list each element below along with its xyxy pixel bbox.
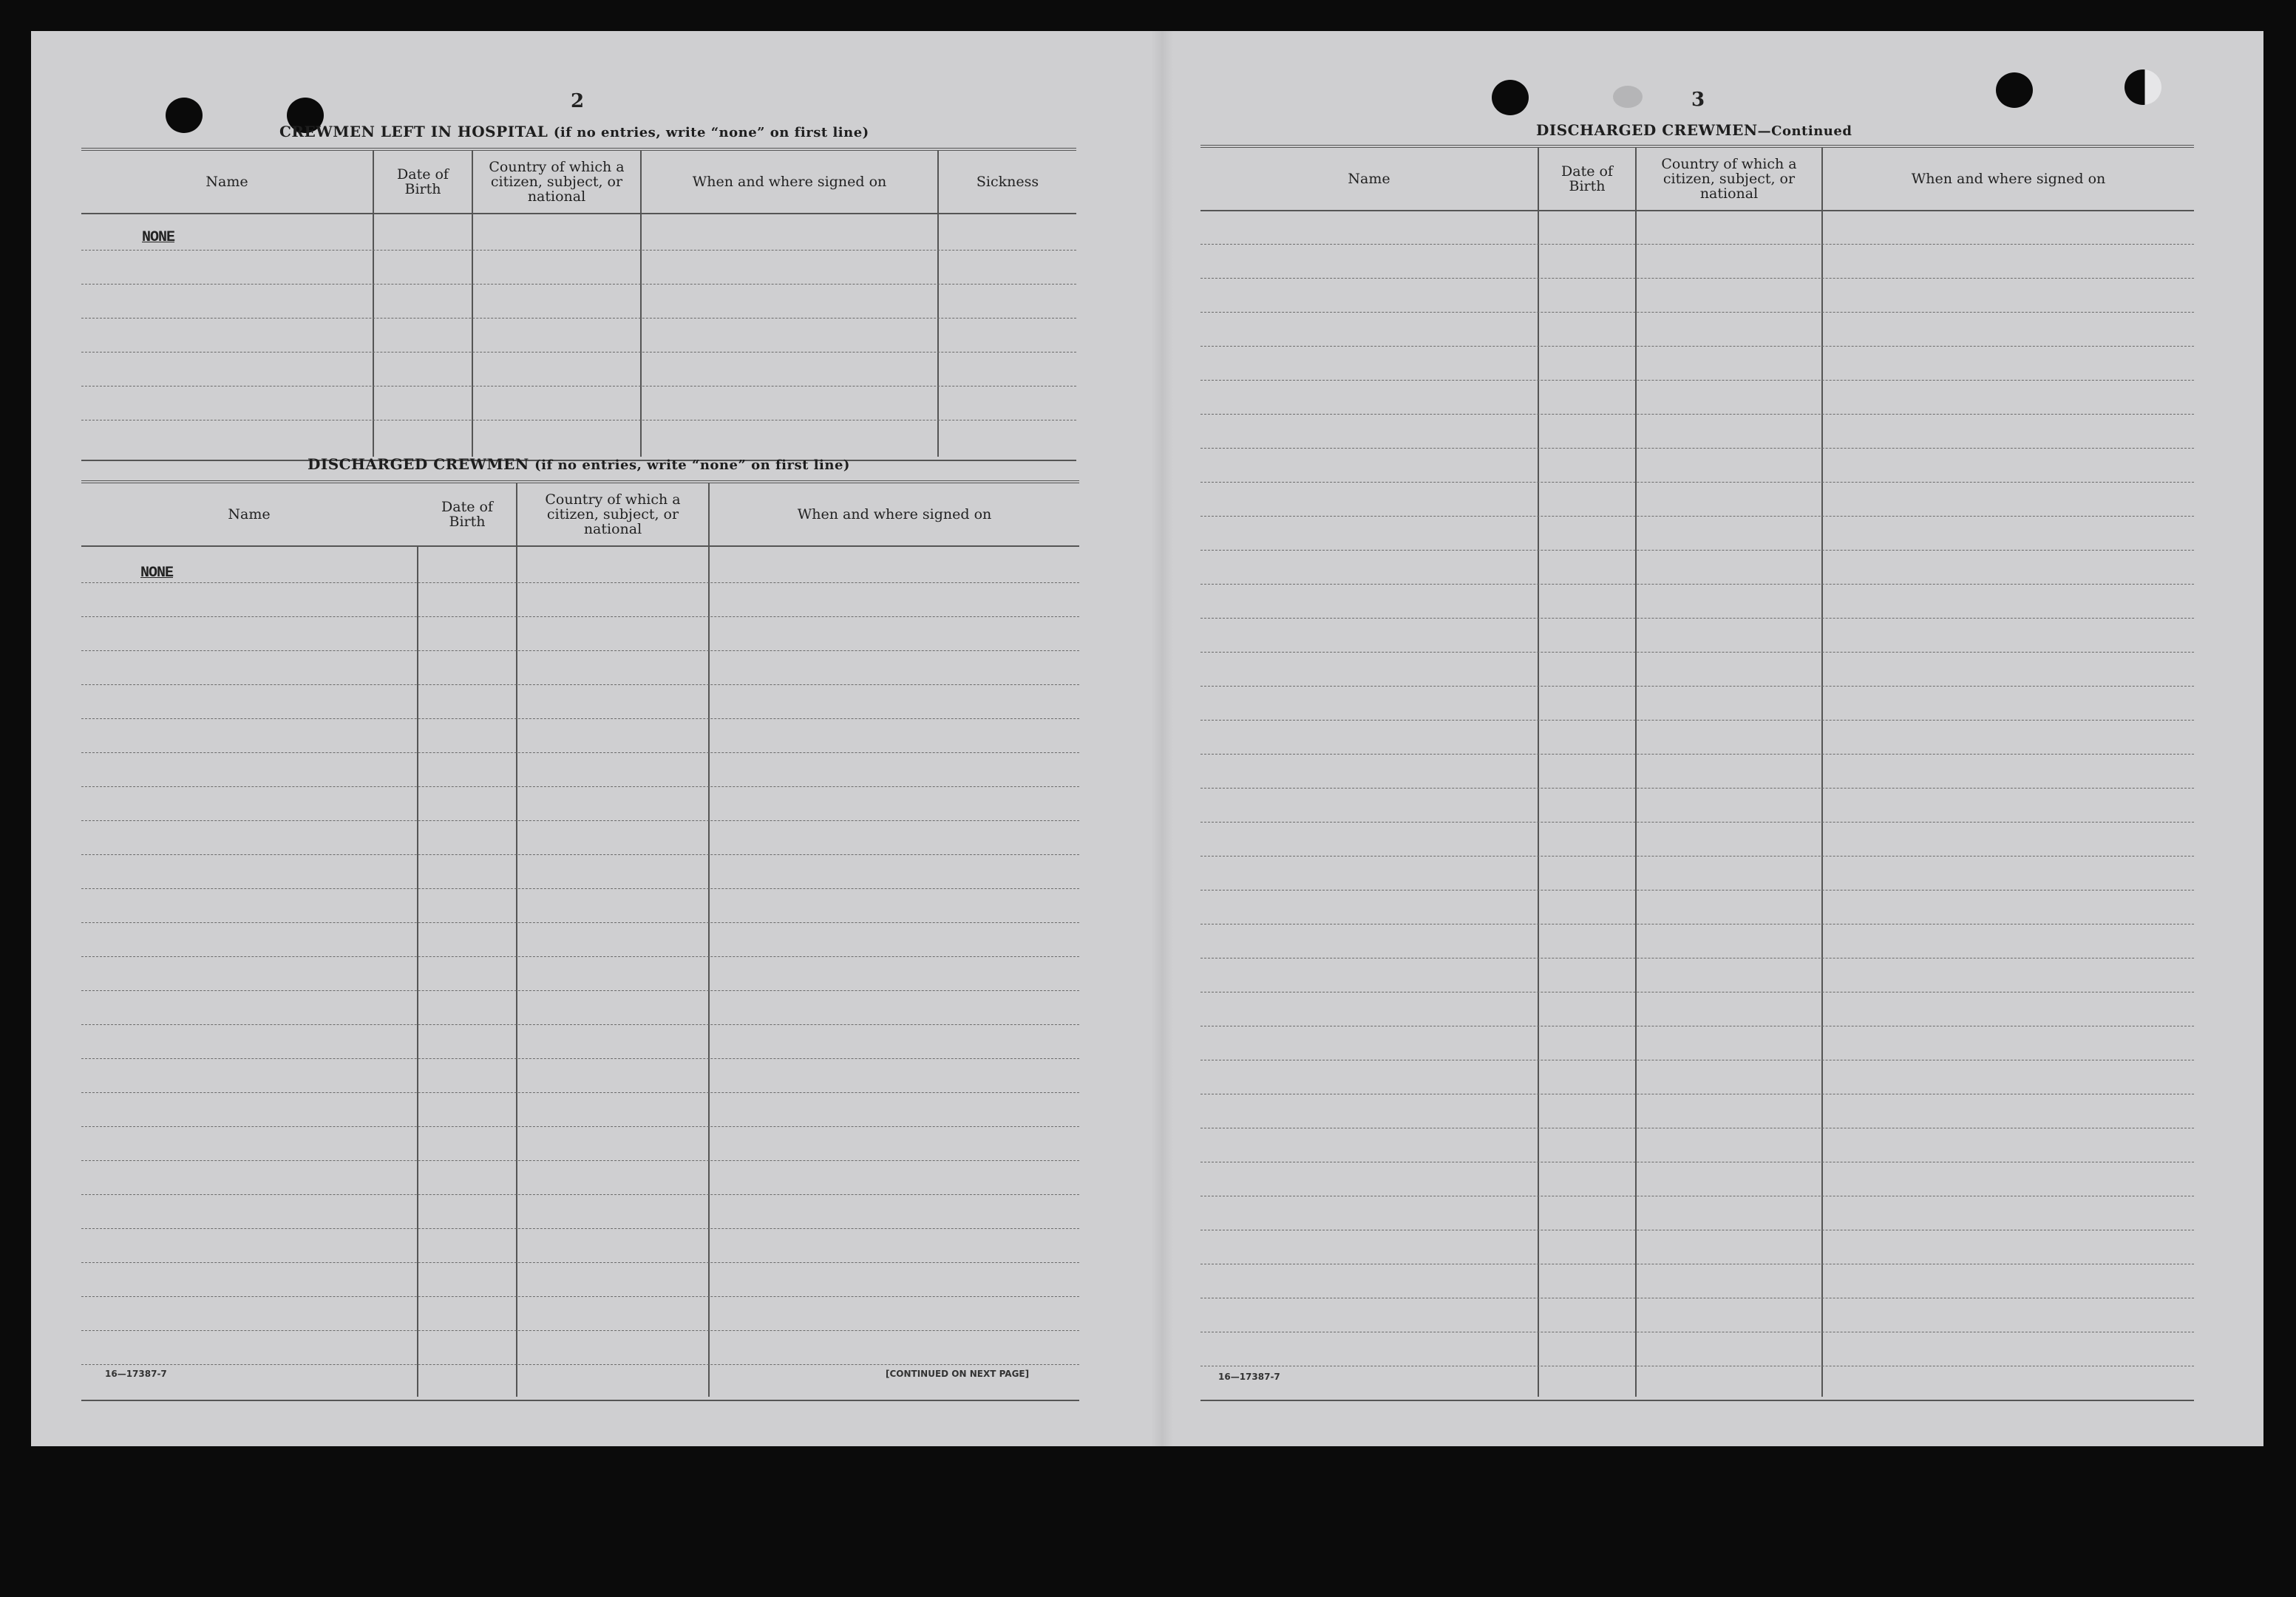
column-divider	[373, 151, 374, 457]
column-header: Date of Birth	[441, 499, 493, 530]
table-row	[1200, 312, 2194, 313]
table-row	[81, 990, 1079, 991]
table-row	[81, 250, 1076, 251]
table-row	[1200, 380, 2194, 381]
table-header	[81, 483, 1079, 547]
discharged-first-entry: NONE	[140, 565, 174, 582]
column-header: When and where signed on	[1911, 171, 2106, 187]
column-header: When and where signed on	[797, 506, 992, 522]
table-row	[1200, 822, 2194, 823]
table-row	[1200, 890, 2194, 891]
column-header: Country of which a citizen, subject, or national	[545, 491, 681, 537]
table-row	[1200, 720, 2194, 721]
column-header: Country of which a citizen, subject, or national	[1661, 156, 1797, 202]
column-divider	[516, 483, 517, 1397]
table-row	[81, 616, 1079, 617]
table-row	[81, 684, 1079, 685]
table-row	[81, 1262, 1079, 1263]
hospital-section-heading: CREWMEN LEFT IN HOSPITAL	[279, 123, 548, 140]
column-divider	[1538, 148, 1539, 1397]
discharged-continued-title	[1536, 121, 1852, 139]
table-row	[81, 386, 1076, 387]
column-header: Date of Birth	[1561, 163, 1613, 194]
table-row	[81, 1194, 1079, 1195]
document-sheet	[31, 31, 2263, 1446]
table-row	[1200, 754, 2194, 755]
table-row	[81, 1160, 1079, 1161]
table-row	[81, 956, 1079, 957]
table-row	[1200, 550, 2194, 551]
table-row	[1200, 414, 2194, 415]
table-row	[81, 1092, 1079, 1093]
table-row	[81, 352, 1076, 353]
table-row	[81, 1330, 1079, 1331]
table-row	[1200, 686, 2194, 687]
discharged-section-title	[308, 455, 850, 473]
form-number: 16—17387-7	[105, 1369, 167, 1379]
table-row	[1200, 448, 2194, 449]
table-header	[81, 151, 1076, 214]
table-row	[1200, 924, 2194, 925]
discharged-continued-heading: DISCHARGED CREWMEN	[1536, 121, 1758, 139]
table-row	[1200, 516, 2194, 517]
table-row	[81, 318, 1076, 319]
table-row	[81, 820, 1079, 821]
table-row	[1200, 584, 2194, 585]
table-row	[81, 888, 1079, 889]
page-number: 3	[1691, 89, 1705, 111]
table-row	[81, 582, 1079, 583]
table-row	[1200, 346, 2194, 347]
table-row	[81, 718, 1079, 719]
discharged-table	[81, 480, 1079, 1401]
discharged-section-note: (if no entries, write “none” on first line)	[534, 457, 850, 473]
column-header: Sickness	[976, 174, 1039, 190]
table-row	[1200, 244, 2194, 245]
column-divider	[640, 151, 642, 457]
table-row	[1200, 856, 2194, 857]
hospital-section-title	[279, 123, 869, 140]
table-row	[81, 1058, 1079, 1059]
page-number: 2	[571, 90, 585, 112]
left-page	[31, 31, 1162, 1446]
continued-suffix: —Continued	[1757, 123, 1852, 139]
discharged-continued-table	[1200, 145, 2194, 1401]
table-row	[81, 1228, 1079, 1229]
column-header: Name	[1348, 171, 1390, 187]
discharged-section-heading: DISCHARGED CREWMEN	[308, 455, 529, 473]
column-header: Date of Birth	[397, 166, 449, 197]
table-row	[81, 284, 1076, 285]
column-header: Name	[228, 506, 271, 522]
column-header: When and where signed on	[692, 174, 887, 190]
hospital-first-entry: NONE	[142, 229, 175, 246]
table-row	[1200, 278, 2194, 279]
table-row	[1200, 482, 2194, 483]
column-header: Name	[206, 174, 248, 190]
table-row	[1200, 618, 2194, 619]
table-row	[81, 922, 1079, 923]
form-number: 16—17387-7	[1218, 1372, 1280, 1382]
column-header: Country of which a citizen, subject, or national	[489, 159, 625, 205]
table-row	[81, 650, 1079, 651]
continued-note: [CONTINUED ON NEXT PAGE]	[886, 1369, 1030, 1379]
hospital-section-note: (if no entries, write “none” on first line)	[553, 125, 869, 140]
table-row	[81, 1126, 1079, 1127]
table-row	[1200, 652, 2194, 653]
column-divider	[708, 483, 710, 1397]
hospital-table	[81, 148, 1076, 461]
column-divider	[417, 545, 418, 1397]
table-row	[81, 1296, 1079, 1297]
column-divider	[937, 151, 939, 457]
column-divider	[472, 151, 473, 457]
table-row	[1200, 788, 2194, 789]
column-divider	[1635, 148, 1637, 1397]
right-page	[1162, 31, 2263, 1446]
table-row	[81, 854, 1079, 855]
table-row	[81, 1024, 1079, 1025]
table-row	[81, 752, 1079, 753]
column-divider	[1821, 148, 1823, 1397]
table-row	[81, 1364, 1079, 1365]
table-row	[81, 786, 1079, 787]
table-header	[1200, 148, 2194, 211]
